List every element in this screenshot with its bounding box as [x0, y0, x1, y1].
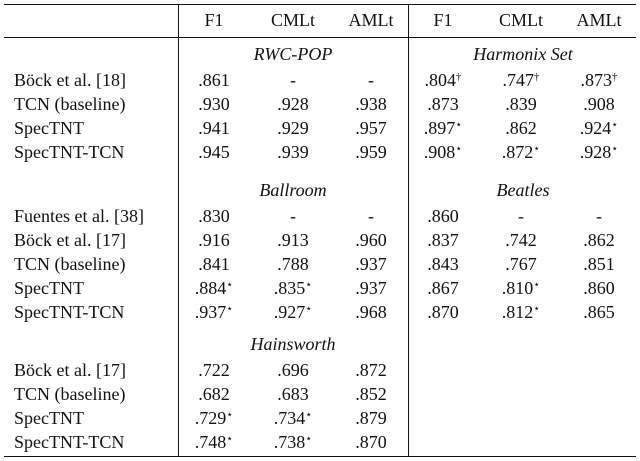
table-row [0, 358, 640, 382]
cell-f1-left [180, 92, 248, 116]
cell-value: .872 [501, 142, 534, 162]
row-label: SpecTNT [14, 278, 84, 298]
cell-value: .734 [273, 408, 306, 428]
cell-f1-right [410, 300, 476, 324]
cell-value: .852 [355, 384, 387, 404]
cell-value: .812 [501, 302, 534, 322]
cell-f1-left [180, 430, 248, 454]
cell-f1-left [180, 140, 248, 164]
row-label: Fuentes et al. [38] [14, 206, 144, 226]
cell-cmlt-right [478, 252, 564, 276]
cell-value: .941 [198, 118, 230, 138]
cell-cmlt-right [478, 140, 564, 164]
section-title-left: Hainsworth [250, 334, 336, 354]
row-label: SpecTNT-TCN [14, 302, 125, 322]
bottom-rule [4, 456, 636, 457]
cell-value: .860 [427, 206, 459, 226]
cell-cmlt-right [478, 300, 564, 324]
significance-mark: ⋆ [611, 119, 619, 131]
cell-value: - [518, 206, 524, 226]
cell-value: .742 [505, 230, 537, 250]
section-title-right: Beatles [496, 180, 550, 200]
cell-cmlt-left [252, 228, 334, 252]
cell-value: .959 [355, 142, 387, 162]
cell-f1-left [180, 406, 248, 430]
cell-value: .870 [427, 302, 459, 322]
cell-value: .908 [423, 142, 456, 162]
header-cmlt-left: CMLt [270, 10, 315, 30]
significance-mark: ⋆ [611, 143, 619, 155]
significance-mark: ⋆ [305, 303, 313, 315]
cell-amlt-right [564, 252, 634, 276]
cell-cmlt-right [478, 276, 564, 300]
header-amlt-left: AMLt [348, 10, 394, 30]
cell-f1-left [180, 228, 248, 252]
cell-value: .873 [427, 94, 459, 114]
cell-amlt-left [336, 92, 406, 116]
cell-value: .929 [277, 118, 309, 138]
cell-amlt-right [564, 116, 634, 140]
cell-value: - [290, 206, 296, 226]
cell-value: .927 [273, 302, 306, 322]
cell-value: .884 [194, 278, 227, 298]
significance-mark: ⋆ [533, 303, 541, 315]
cell-f1-left [180, 204, 248, 228]
cell-value: .957 [355, 118, 387, 138]
cell-value: .729 [194, 408, 227, 428]
section-title-left: Ballroom [259, 180, 327, 200]
table-row [0, 382, 640, 406]
cell-f1-left [180, 382, 248, 406]
cell-amlt-right [564, 300, 634, 324]
cell-amlt-left [336, 116, 406, 140]
significance-mark: ⋆ [226, 303, 234, 315]
cell-value: .873 [580, 70, 612, 90]
cell-f1-right [410, 140, 476, 164]
cell-amlt-right [564, 204, 634, 228]
cell-amlt-left [336, 430, 406, 454]
cell-value: - [368, 206, 374, 226]
cell-value: .839 [505, 94, 537, 114]
top-rule [4, 4, 636, 5]
cell-cmlt-right [478, 204, 564, 228]
cell-f1-right [410, 92, 476, 116]
cell-value: .930 [198, 94, 230, 114]
cell-amlt-left [336, 300, 406, 324]
cell-value: .837 [427, 230, 459, 250]
significance-mark: ⋆ [226, 279, 234, 291]
cell-cmlt-left [252, 430, 334, 454]
cell-f1-right [410, 116, 476, 140]
cell-cmlt-left [252, 116, 334, 140]
significance-mark: ⋆ [305, 433, 313, 445]
table-row [0, 252, 640, 276]
cell-value: .861 [198, 70, 230, 90]
cell-value: .747 [502, 70, 534, 90]
row-label: SpecTNT [14, 118, 84, 138]
cell-value: .928 [277, 94, 309, 114]
cell-value: .968 [355, 302, 387, 322]
cell-cmlt-right [478, 228, 564, 252]
cell-value: .804 [424, 70, 456, 90]
cell-value: .938 [355, 94, 387, 114]
table-row [0, 204, 640, 228]
cell-cmlt-left [252, 92, 334, 116]
table-row [0, 140, 640, 164]
cell-value: .767 [505, 254, 537, 274]
cell-cmlt-left [252, 140, 334, 164]
header-row [0, 8, 640, 32]
cell-value: .916 [198, 230, 230, 250]
cell-cmlt-right [478, 92, 564, 116]
cell-value: - [596, 206, 602, 226]
header-amlt-right: AMLt [576, 10, 622, 30]
cell-value: .683 [277, 384, 309, 404]
cell-value: .682 [198, 384, 230, 404]
cell-amlt-right [564, 140, 634, 164]
cell-value: .870 [355, 432, 387, 452]
cell-value: .862 [583, 230, 615, 250]
significance-mark: ⋆ [455, 119, 463, 131]
significance-mark: ⋆ [305, 279, 313, 291]
table-row [0, 406, 640, 430]
cell-value: .937 [355, 278, 387, 298]
cell-value: .748 [194, 432, 227, 452]
cell-cmlt-left [252, 358, 334, 382]
significance-mark: ⋆ [533, 279, 541, 291]
cell-amlt-right [564, 228, 634, 252]
cell-f1-right [410, 204, 476, 228]
cell-value: - [368, 70, 374, 90]
cell-value: .862 [505, 118, 537, 138]
cell-value: .872 [355, 360, 387, 380]
cell-value: .867 [427, 278, 459, 298]
table-row [0, 228, 640, 252]
row-label: SpecTNT-TCN [14, 432, 125, 452]
cell-f1-left [180, 116, 248, 140]
cell-value: .937 [355, 254, 387, 274]
cell-f1-left [180, 300, 248, 324]
cell-f1-right [410, 276, 476, 300]
cell-f1-left [180, 276, 248, 300]
cell-value: .897 [423, 118, 456, 138]
table-row [0, 430, 640, 454]
cell-amlt-left [336, 204, 406, 228]
cell-value: .851 [583, 254, 615, 274]
significance-mark: ⋆ [533, 143, 541, 155]
significance-mark: ⋆ [226, 409, 234, 421]
cell-value: .865 [583, 302, 615, 322]
cell-amlt-left [336, 252, 406, 276]
significance-mark: ⋆ [305, 409, 313, 421]
significance-mark: ⋆ [226, 433, 234, 445]
cell-cmlt-left [252, 68, 334, 92]
cell-cmlt-right [478, 68, 564, 92]
significance-mark: † [456, 71, 462, 83]
cell-f1-left [180, 358, 248, 382]
row-label: SpecTNT-TCN [14, 142, 125, 162]
cell-value: .738 [273, 432, 306, 452]
header-f1-right: F1 [433, 10, 453, 30]
cell-value: .788 [277, 254, 309, 274]
cell-amlt-left [336, 68, 406, 92]
significance-mark: † [534, 71, 540, 83]
table-row [0, 300, 640, 324]
cell-amlt-left [336, 140, 406, 164]
section-title-left: RWC-POP [253, 44, 333, 64]
cell-value: .841 [198, 254, 230, 274]
cell-f1-left [180, 252, 248, 276]
section-title-row [0, 42, 640, 66]
section-title-row [0, 332, 640, 356]
cell-cmlt-left [252, 300, 334, 324]
cell-value: .945 [198, 142, 230, 162]
significance-mark: † [612, 71, 618, 83]
cell-value: .924 [579, 118, 612, 138]
cell-cmlt-left [252, 276, 334, 300]
significance-mark: ⋆ [455, 143, 463, 155]
header-cmlt-right: CMLt [498, 10, 543, 30]
cell-value: .835 [273, 278, 306, 298]
cell-value: .860 [583, 278, 615, 298]
row-label: SpecTNT [14, 408, 84, 428]
table-row [0, 68, 640, 92]
cell-value: .810 [501, 278, 534, 298]
table-row [0, 276, 640, 300]
section-title-right: Harmonix Set [473, 44, 573, 64]
cell-amlt-right [564, 276, 634, 300]
cell-value: .960 [355, 230, 387, 250]
table-row [0, 92, 640, 116]
row-label: Böck et al. [17] [14, 360, 126, 380]
section-title-row [0, 178, 640, 202]
cell-value: .830 [198, 206, 230, 226]
cell-amlt-left [336, 382, 406, 406]
cell-amlt-left [336, 276, 406, 300]
cell-f1-right [410, 228, 476, 252]
cell-value: .879 [355, 408, 387, 428]
table-row [0, 116, 640, 140]
row-label: TCN (baseline) [14, 384, 126, 404]
cell-f1-right [410, 68, 476, 92]
cell-value: .928 [579, 142, 612, 162]
cell-value: .913 [277, 230, 309, 250]
cell-f1-right [410, 252, 476, 276]
row-label: Böck et al. [18] [14, 70, 126, 90]
cell-amlt-left [336, 406, 406, 430]
header-f1-left: F1 [204, 10, 224, 30]
cell-cmlt-left [252, 382, 334, 406]
cell-amlt-right [564, 68, 634, 92]
cell-cmlt-left [252, 406, 334, 430]
cell-value: .843 [427, 254, 459, 274]
cell-f1-left [180, 68, 248, 92]
header-rule [4, 37, 636, 38]
cell-value: .937 [194, 302, 227, 322]
cell-value: - [290, 70, 296, 90]
cell-cmlt-left [252, 204, 334, 228]
cell-cmlt-left [252, 252, 334, 276]
row-label: TCN (baseline) [14, 254, 126, 274]
cell-amlt-left [336, 358, 406, 382]
cell-value: .722 [198, 360, 230, 380]
row-label: TCN (baseline) [14, 94, 126, 114]
cell-value: .908 [583, 94, 615, 114]
cell-value: .696 [277, 360, 309, 380]
row-label: Böck et al. [17] [14, 230, 126, 250]
cell-cmlt-right [478, 116, 564, 140]
cell-value: .939 [277, 142, 309, 162]
cell-amlt-right [564, 92, 634, 116]
cell-amlt-left [336, 228, 406, 252]
